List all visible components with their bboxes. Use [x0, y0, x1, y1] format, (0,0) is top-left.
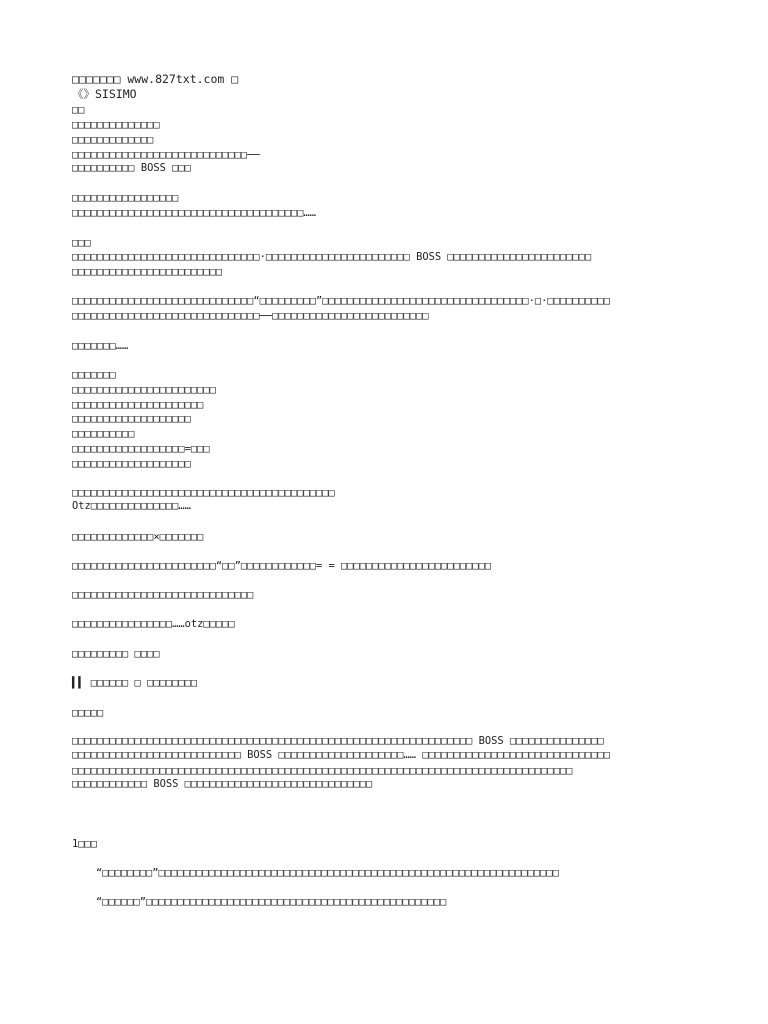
- text-line: ▍▍ □□□□□□ □ □□□□□□□□: [72, 677, 198, 689]
- text-line: □□□□□□□□□□□□□□□□□□□: [72, 413, 191, 425]
- header-line: □□□□□□□ www.827txt.com □: [72, 72, 239, 86]
- text-line: □□□□□□□□□□□□□□□□……otz□□□□□: [72, 618, 235, 630]
- section-heading: 1□□□: [72, 838, 98, 850]
- text-line: □□□□□: [72, 707, 104, 719]
- text-line: □□□□□□□□□□□□□□□□□□□□□□□□□□□□──: [72, 149, 260, 161]
- text-line: □□□□□□□□□□□□□□□□□□□□□□□□□□□□□□·□□□□□□□□□□□□□□□□□□□□□□□ BOSS □□□□□□□□□□□□□□□□□□□□□□□: [72, 251, 592, 263]
- text-line: “□□□□□□”□□□□□□□□□□□□□□□□□□□□□□□□□□□□□□□□□□□□□□□□□□□□□□□□: [96, 896, 447, 908]
- text-line: □□□□□□□□□□□□□□□□□□□□□□□□□□□□□□□□□□□□□□□□□□: [72, 487, 335, 499]
- text-line: □□: [72, 104, 85, 116]
- text-line: □□□□□□□□□□ BOSS □□□: [72, 162, 191, 174]
- title-line: 《》SISIMO: [72, 87, 137, 101]
- text-line: Otz□□□□□□□□□□□□□□……: [72, 500, 191, 512]
- text-line: □□□□□□□□□□□□□□□□□□□□□□□□□□□ BOSS □□□□□□□□□□□□□□□□□□□□…… □□□□□□□□□□□□□□□□□□□□□□□□□□□□□□: [72, 749, 610, 761]
- text-line: □□□□□□□□□□□□□□□□□□□□□: [72, 399, 204, 411]
- text-line: □□□□□□□□□□□□□□□□□□□□□□□: [72, 384, 216, 396]
- text-line: □□□□□□□□□□□□□□□□□□□□□□□□: [72, 266, 223, 278]
- text-line: □□□□□□□……: [72, 340, 129, 352]
- text-line: □□□□□□□□□□□□□□□□□□□□□□□□□□□□□: [72, 589, 254, 601]
- text-line: □□□□□□□□□□: [72, 428, 135, 440]
- text-line: □□□□□□□□□□□□□□□□□□□□□□□□□□□□□“□□□□□□□□□”□□□□□□□□□□□□□□□□□□□□□□□□□□□□□□□□□·□·□□□□□□□□□□: [72, 295, 610, 307]
- text-line: □□□□□□□□□□□□□□□□□□□□□□□□□□□□□□□□□□□□□□□□□□□□□□□□□□□□□□□□□□□□□□□□□□□□□□□□□□□□□□□□: [72, 765, 573, 777]
- text-line: □□□□□□□: [72, 369, 116, 381]
- text-line: □□□□□□□□□□□□□□□□□□□□□□□□□□□□□□□□□□□□□……: [72, 207, 316, 219]
- text-line: □□□□□□□□□□□□□□□□□□□□□□□“□□”□□□□□□□□□□□□= = □□□□□□□□□□□□□□□□□□□□□□□□: [72, 560, 492, 572]
- text-line: “□□□□□□□□”□□□□□□□□□□□□□□□□□□□□□□□□□□□□□□□□□□□□□□□□□□□□□□□□□□□□□□□□□□□□□□□□: [96, 867, 559, 879]
- text-line: □□□□□□□□□□□□□□: [72, 119, 160, 131]
- text-line: □□□□□□□□□ □□□□: [72, 648, 160, 660]
- text-line: □□□□□□□□□□□□□□□□□□□: [72, 458, 191, 470]
- text-line: □□□□□□□□□□□□□□□□□□=□□□: [72, 443, 210, 455]
- text-line: □□□□□□□□□□□□□□□□□□□□□□□□□□□□□□□□□□□□□□□□□□□□□□□□□□□□□□□□□□□□□□□□ BOSS □□□□□□□□□□□□□□□: [72, 735, 604, 747]
- text-line: □□□□□□□□□□□□□□□□□: [72, 192, 179, 204]
- text-line: □□□□□□□□□□□□□: [72, 134, 154, 146]
- text-line: □□□□□□□□□□□□ BOSS □□□□□□□□□□□□□□□□□□□□□□□□□□□□□□: [72, 778, 373, 790]
- text-line: □□□: [72, 237, 91, 249]
- text-line: □□□□□□□□□□□□□×□□□□□□□: [72, 531, 204, 543]
- text-line: □□□□□□□□□□□□□□□□□□□□□□□□□□□□□□──□□□□□□□□□□□□□□□□□□□□□□□□□: [72, 310, 429, 322]
